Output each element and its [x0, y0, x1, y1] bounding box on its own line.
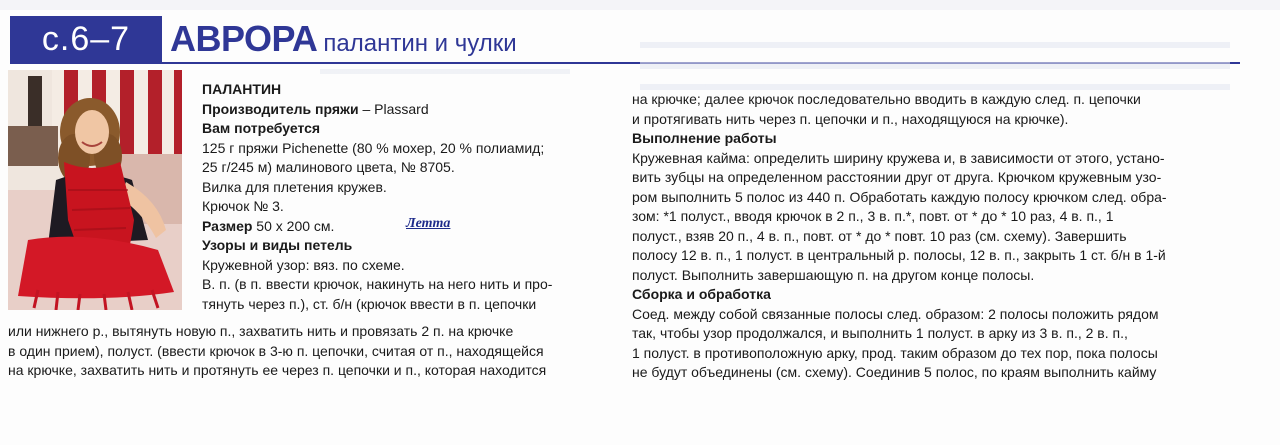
assembly-line: Соед. между собой связанные полосы след. образом: 2 полосы положить рядом: [632, 305, 1159, 322]
right-column: [632, 90, 1167, 383]
pattern-line: тянуть через п.), ст. б/н (крючок ввести в п. цепочки: [202, 295, 537, 312]
section-title: ПАЛАНТИН: [202, 81, 282, 97]
size-line: [202, 217, 552, 237]
pattern-line: или нижнего р., вытянуть новую п., захватить нить и провязать 2 п. на крючке: [8, 323, 514, 339]
pattern-line: в один прием), полуст. (ввести крючок в 3-ю п. цепочки, считая от п., находящейся: [8, 342, 544, 359]
pattern-line: Кружевной узор: вяз. по схеме.: [202, 256, 405, 273]
pattern-line: В. п. (в п. ввести крючок, накинуть на него нить и про-: [202, 276, 553, 292]
assembly-line: не будут объединены (см. схему). Соединив 5 полос, по краям выполнить кайму: [632, 364, 1157, 380]
size-label: Размер: [202, 217, 253, 234]
show-through-text-right: [640, 34, 1230, 94]
work-line: зом: *1 полуст., вводя крючок в 2 п., 3 в. п.*, повт. от * до * 10 раз, 4 в. п., 1: [632, 208, 1114, 224]
model-photo: [8, 70, 182, 310]
page-reference: с.6–7: [41, 19, 131, 58]
work-line: Кружевная кайма: определить ширину кружева и, в зависимости от этого, устано-: [632, 149, 1165, 166]
work-line: полосу 12 в. п., 1 полуст. в центральный р. полосы, 12 в. п., закрыть 1 ст. б/н в 1-й: [632, 247, 1166, 263]
page-reference-badge: [10, 16, 162, 62]
work-heading: Выполнение работы: [632, 130, 777, 146]
patterns-heading: Узоры и виды петель: [202, 237, 353, 253]
work-line: вить зубцы на определенном расстоянии друг от друга. Крючком кружевным узо-: [632, 169, 1162, 185]
materials-heading: Вам потребуется: [202, 120, 321, 136]
materials-line: 25 г/245 м) малинового цвета, № 8705.: [202, 159, 455, 175]
assembly-line: так, чтобы узор продолжался, и выполнить 1 полуст. в арку из 3 в. п., 2 в. п.,: [632, 325, 1128, 341]
show-through-text-left: [320, 64, 570, 78]
watermark-signature: Летта: [406, 216, 451, 231]
article-subtitle: палантин и чулки: [323, 30, 517, 57]
work-line: ром выполнить 5 полос из 440 п. Обработать каждую полосу крючком след. обра-: [632, 188, 1167, 205]
pattern-line: на крючке, захватить нить и протянуть ее через п. цепочки и п., которая находится: [8, 362, 547, 378]
top-edge: [0, 0, 1280, 10]
work-line: полуст. Выполнить завершающую п. на другом конце полосы.: [632, 266, 1035, 283]
yarn-label: Производитель пряжи: [202, 100, 359, 117]
materials-line: 125 г пряжи Pichenette (80 % мохер, 20 % полиамид;: [202, 139, 545, 156]
article-title: АВРОРА: [170, 18, 318, 59]
size-value: 50 x 200 см.: [252, 217, 335, 234]
model-photo-image: [8, 70, 182, 310]
left-wide-text: [8, 322, 546, 381]
yarn-line: [202, 100, 552, 120]
intro-line: на крючке; далее крючок последовательно вводить в каждую след. п. цепочки: [632, 91, 1141, 107]
assembly-line: 1 полуст. в противоположную арку, прод. таким образом до тех пор, пока полосы: [632, 344, 1158, 361]
intro-line: и протягивать нить через п. цепочки и п., находящуюся на крючке).: [632, 110, 1069, 127]
article-header: [170, 18, 517, 62]
yarn-value: – Plassard: [358, 100, 429, 117]
materials-line: Крючок № 3.: [202, 198, 284, 214]
materials-line: Вилка для плетения кружев.: [202, 178, 387, 195]
left-column: [202, 80, 552, 314]
work-line: полуст., взяв 20 п., 4 в. п., повт. от * до * повт. 10 раз (см. схему). Завершить: [632, 227, 1127, 244]
assembly-heading: Сборка и обработка: [632, 286, 771, 302]
